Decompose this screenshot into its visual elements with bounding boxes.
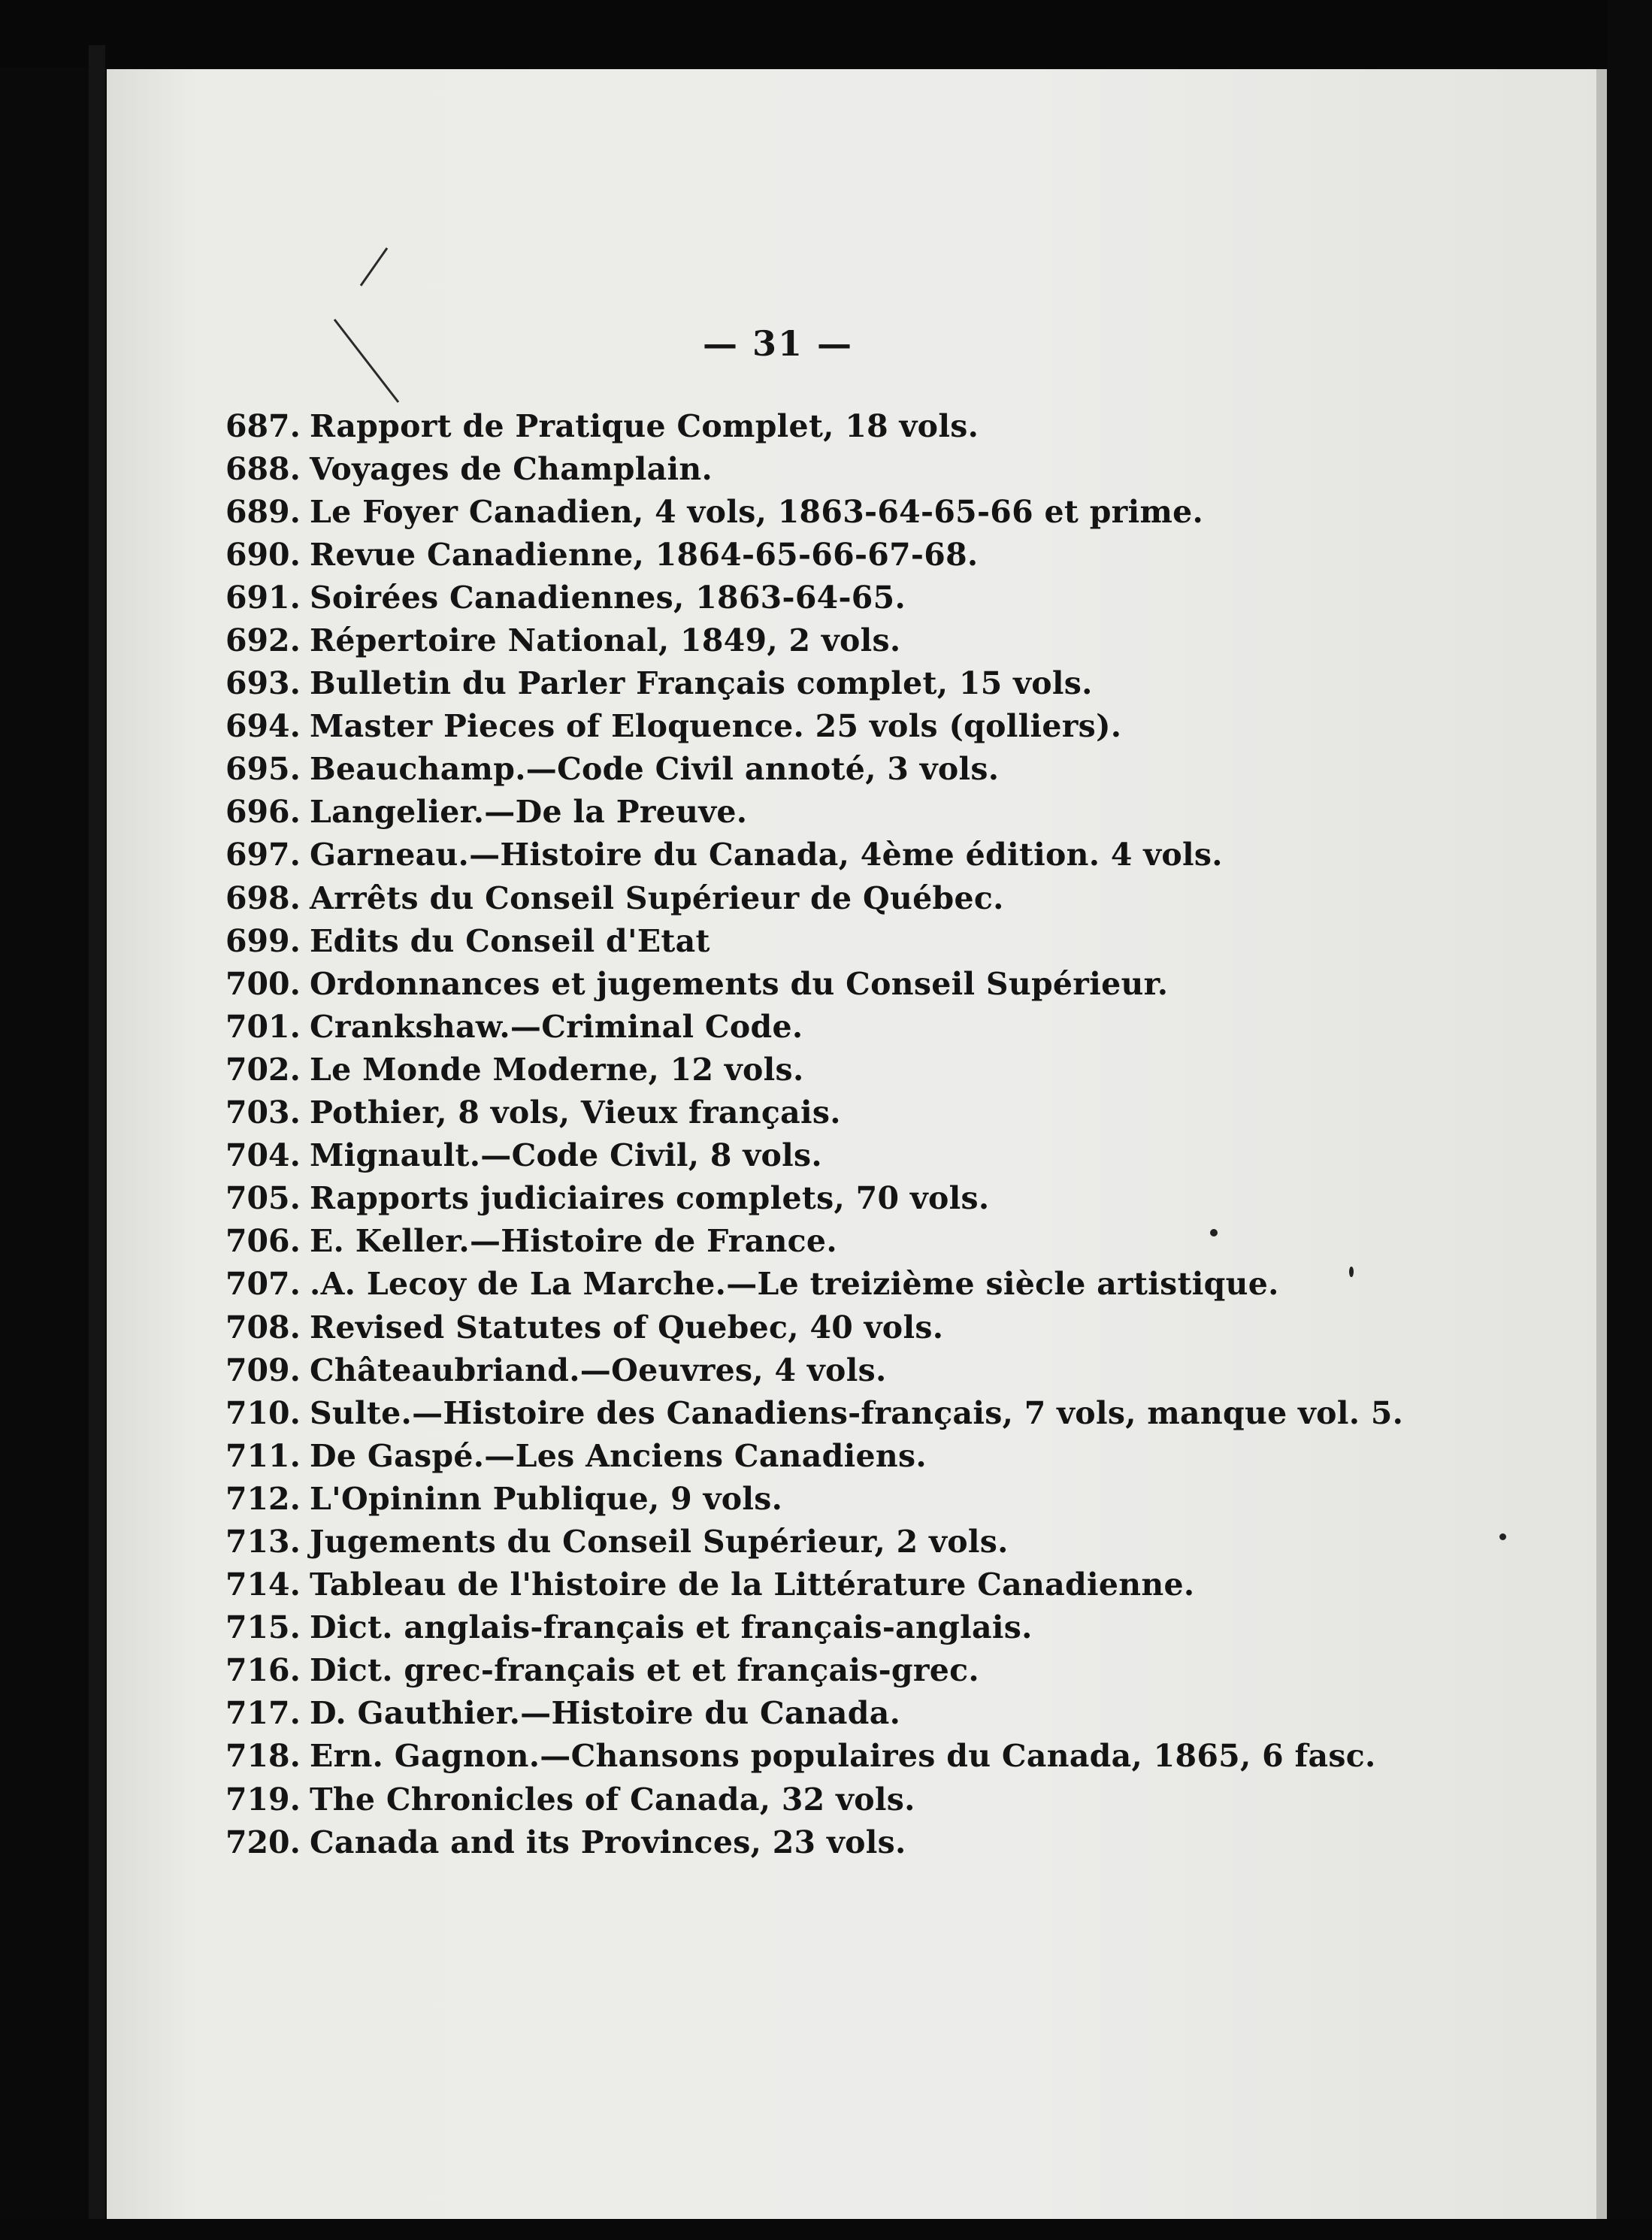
entry-number: 695. <box>225 751 301 788</box>
entry-number: 693. <box>225 665 301 702</box>
entry-title: Mignault.—Code Civil, 8 vols. <box>310 1137 822 1174</box>
entry-number: 708. <box>225 1309 301 1346</box>
catalogue-entry <box>225 576 1403 619</box>
entry-number: 706. <box>225 1223 301 1260</box>
entry-title: Le Monde Moderne, 12 vols. <box>310 1051 804 1088</box>
entry-title: Rapport de Pratique Complet, 18 vols. <box>310 407 979 444</box>
catalogue-entry <box>225 705 1403 748</box>
entry-number: 702. <box>225 1051 301 1088</box>
catalogue-entry <box>225 1349 1403 1391</box>
catalogue-entry <box>225 1005 1403 1048</box>
entry-title: The Chronicles of Canada, 32 vols. <box>310 1781 915 1818</box>
catalogue-entry <box>225 791 1403 834</box>
entry-number: 714. <box>225 1566 301 1603</box>
entry-title: Tableau de l'histoire de la Littérature Canadienne. <box>310 1566 1195 1603</box>
scan-border-top <box>0 0 1652 68</box>
entry-number: 707. <box>225 1266 301 1303</box>
entry-title: Rapports judiciaires complets, 70 vols. <box>310 1180 990 1217</box>
page-number: — 31 — <box>703 323 854 364</box>
entry-number: 705. <box>225 1180 301 1217</box>
entry-number: 691. <box>225 579 301 616</box>
entry-number: 710. <box>225 1394 301 1431</box>
catalogue-entry <box>225 662 1403 705</box>
entry-title: Dict. grec-français et et français-grec. <box>310 1652 979 1689</box>
entry-title: Jugements du Conseil Supérieur, 2 vols. <box>310 1523 1009 1560</box>
catalogue-entry <box>225 748 1403 791</box>
entry-title: Dict. anglais-français et français-anglais. <box>310 1609 1033 1646</box>
entry-title: Ern. Gagnon.—Chansons populaires du Canada, 1865, 6 fasc. <box>310 1738 1376 1775</box>
entry-number: 689. <box>225 493 301 530</box>
entry-number: 687. <box>225 407 301 444</box>
entry-number: 697. <box>225 837 301 873</box>
catalogue-entry <box>225 1606 1403 1649</box>
entry-title: Répertoire National, 1849, 2 vols. <box>310 622 901 659</box>
catalogue-entry <box>225 1091 1403 1134</box>
entry-title: Arrêts du Conseil Supérieur de Québec. <box>310 879 1004 916</box>
entry-title: Bulletin du Parler Français complet, 15 vols. <box>310 665 1093 702</box>
entry-title: Sulte.—Histoire des Canadiens-français, 7 vols, manque vol. 5. <box>310 1394 1404 1431</box>
entry-title: L'Opininn Publique, 9 vols. <box>310 1480 783 1517</box>
entry-number: 719. <box>225 1781 301 1818</box>
catalogue-entry <box>225 1434 1403 1477</box>
entry-title: Beauchamp.—Code Civil annoté, 3 vols. <box>310 751 1000 788</box>
catalogue-entry <box>225 1477 1403 1520</box>
entry-title: E. Keller.—Histoire de France. <box>310 1223 837 1260</box>
entry-number: 717. <box>225 1695 301 1732</box>
entry-number: 692. <box>225 622 301 659</box>
catalogue-entry <box>225 1391 1403 1434</box>
catalogue-entry <box>225 1563 1403 1606</box>
catalogue-entry <box>225 834 1403 876</box>
catalogue-entry <box>225 1778 1403 1821</box>
entry-title: Langelier.—De la Preuve. <box>310 794 748 831</box>
entry-number: 699. <box>225 922 301 959</box>
entry-title: De Gaspé.—Les Anciens Canadiens. <box>310 1437 927 1474</box>
catalogue-list <box>225 404 1403 1863</box>
entry-title: D. Gauthier.—Histoire du Canada. <box>310 1695 901 1732</box>
catalogue-entry <box>225 1692 1403 1735</box>
entry-number: 716. <box>225 1652 301 1689</box>
catalogue-entry <box>225 1520 1403 1563</box>
scan-border-bottom <box>0 2219 1652 2240</box>
scan-border-left <box>89 45 105 2240</box>
catalogue-entry <box>225 490 1403 533</box>
entry-number: 711. <box>225 1437 301 1474</box>
entry-title: Ordonnances et jugements du Conseil Supérieur. <box>310 965 1169 1002</box>
entry-number: 718. <box>225 1738 301 1775</box>
catalogue-entry <box>225 876 1403 919</box>
entry-title: Garneau.—Histoire du Canada, 4ème édition. 4 vols. <box>310 837 1223 873</box>
catalogue-entry <box>225 404 1403 447</box>
catalogue-entry <box>225 1735 1403 1778</box>
entry-number: 698. <box>225 879 301 916</box>
catalogue-entry <box>225 447 1403 490</box>
catalogue-entry <box>225 1821 1403 1863</box>
catalogue-entry <box>225 1048 1403 1091</box>
entry-number: 690. <box>225 536 301 573</box>
entry-number: 715. <box>225 1609 301 1646</box>
pencil-mark-icon <box>316 241 436 421</box>
entry-title: Canada and its Provinces, 23 vols. <box>310 1824 906 1860</box>
entry-title: Pothier, 8 vols, Vieux français. <box>310 1094 841 1131</box>
entry-number: 688. <box>225 450 301 487</box>
entry-title: Le Foyer Canadien, 4 vols, 1863-64-65-66 et prime. <box>310 493 1204 530</box>
entry-title: Master Pieces of Eloquence. 25 vols (qolliers). <box>310 708 1122 745</box>
catalogue-entry <box>225 919 1403 962</box>
page-edge <box>1596 69 1607 2219</box>
entry-number: 696. <box>225 794 301 831</box>
catalogue-entry <box>225 962 1403 1005</box>
entry-title: .A. Lecoy de La Marche.—Le treizième siècle artistique. <box>310 1266 1279 1303</box>
entry-number: 713. <box>225 1523 301 1560</box>
entry-number: 701. <box>225 1008 301 1045</box>
entry-title: Revue Canadienne, 1864-65-66-67-68. <box>310 536 979 573</box>
entry-title: Voyages de Champlain. <box>310 450 713 487</box>
catalogue-entry <box>225 1220 1403 1263</box>
entry-title: Crankshaw.—Criminal Code. <box>310 1008 803 1045</box>
entry-number: 704. <box>225 1137 301 1174</box>
entry-title: Châteaubriand.—Oeuvres, 4 vols. <box>310 1352 887 1388</box>
entry-number: 703. <box>225 1094 301 1131</box>
catalogue-entry <box>225 1263 1403 1306</box>
entry-title: Soirées Canadiennes, 1863-64-65. <box>310 579 906 616</box>
catalogue-entry <box>225 1177 1403 1220</box>
entry-title: Revised Statutes of Quebec, 40 vols. <box>310 1309 944 1346</box>
entry-number: 709. <box>225 1352 301 1388</box>
catalogue-entry <box>225 1306 1403 1349</box>
entry-number: 700. <box>225 965 301 1002</box>
entry-number: 694. <box>225 708 301 745</box>
scan-border-right <box>1607 0 1652 2240</box>
entry-number: 712. <box>225 1480 301 1517</box>
catalogue-entry <box>225 1649 1403 1692</box>
entry-title: Edits du Conseil d'Etat <box>310 922 710 959</box>
catalogue-entry <box>225 619 1403 661</box>
catalogue-entry <box>225 533 1403 576</box>
catalogue-entry <box>225 1134 1403 1177</box>
speck-mark <box>1499 1533 1506 1540</box>
entry-number: 720. <box>225 1824 301 1860</box>
